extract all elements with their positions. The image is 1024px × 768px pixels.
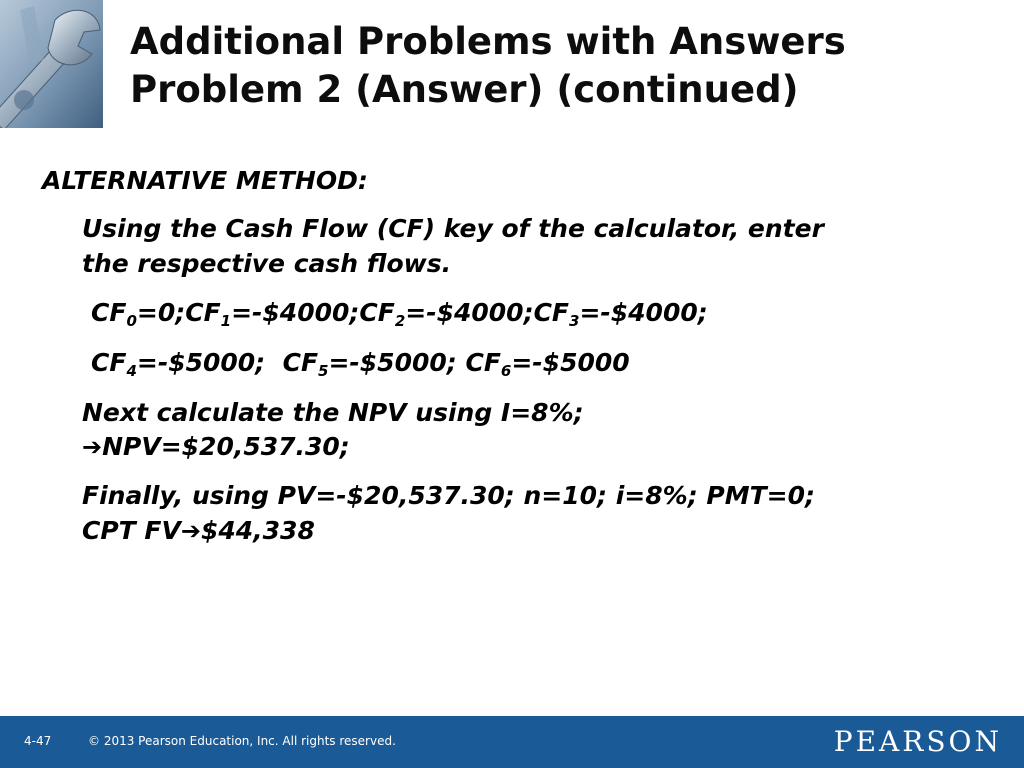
cpt-fv-label: CPT FV — [82, 516, 181, 545]
cf-value: =-$5000 — [511, 348, 630, 377]
cash-flow-row-1 — [91, 296, 708, 329]
cf-value: =-$5000; — [328, 348, 457, 377]
cf-label: CF — [359, 298, 395, 327]
npv-result: NPV=$20,537.30; — [102, 432, 350, 461]
intro-line-2: the respective cash flows. — [82, 249, 452, 278]
cf-value: =-$4000; — [579, 298, 708, 327]
method-heading: ALTERNATIVE METHOD: — [42, 166, 368, 195]
cf-subscript: 0 — [126, 312, 137, 330]
cf-value: =-$4000; — [231, 298, 360, 327]
slide-number: 4-47 — [24, 734, 52, 748]
final-result: $44,338 — [200, 516, 315, 545]
cf-subscript: 2 — [394, 312, 406, 330]
cf-label: CF — [465, 348, 501, 377]
cf-value: =-$4000; — [405, 298, 534, 327]
final-line-2 — [82, 514, 315, 548]
slide-title — [130, 18, 1010, 114]
title-line-1: Additional Problems with Answers — [130, 20, 846, 63]
npv-instruction: Next calculate the NPV using I=8%; — [82, 398, 584, 427]
pearson-logo: PEARSON — [833, 725, 1002, 758]
arrow-right-icon: ➔ — [82, 433, 103, 461]
final-line-1: Finally, using PV=-$20,537.30; n=10; i=8%; PMT=0; — [82, 481, 815, 510]
cf-label: CF — [185, 298, 221, 327]
wrench-icon — [0, 0, 103, 128]
footer-bar — [0, 716, 1024, 768]
cf-value: =-$5000; — [136, 348, 266, 377]
cf-subscript: 1 — [220, 312, 232, 330]
cf-subscript: 5 — [318, 362, 329, 380]
arrow-right-icon: ➔ — [180, 517, 201, 545]
cf-label: CF — [91, 348, 127, 377]
copyright-text: © 2013 Pearson Education, Inc. All rights reserved. — [88, 734, 396, 748]
intro-line-1: Using the Cash Flow (CF) key of the calculator, enter — [82, 214, 824, 243]
title-line-2: Problem 2 (Answer) (continued) — [130, 68, 799, 111]
cf-value: =0; — [136, 298, 186, 327]
cf-subscript: 6 — [500, 362, 512, 380]
cf-label: CF — [533, 298, 569, 327]
npv-result-line — [82, 430, 350, 464]
cf-label: CF — [91, 298, 127, 327]
cf-subscript: 3 — [569, 312, 580, 330]
wrench-logo-icon — [0, 0, 103, 128]
cf-subscript: 4 — [126, 362, 137, 380]
cash-flow-row-2 — [91, 346, 630, 379]
cf-label: CF — [282, 348, 319, 377]
